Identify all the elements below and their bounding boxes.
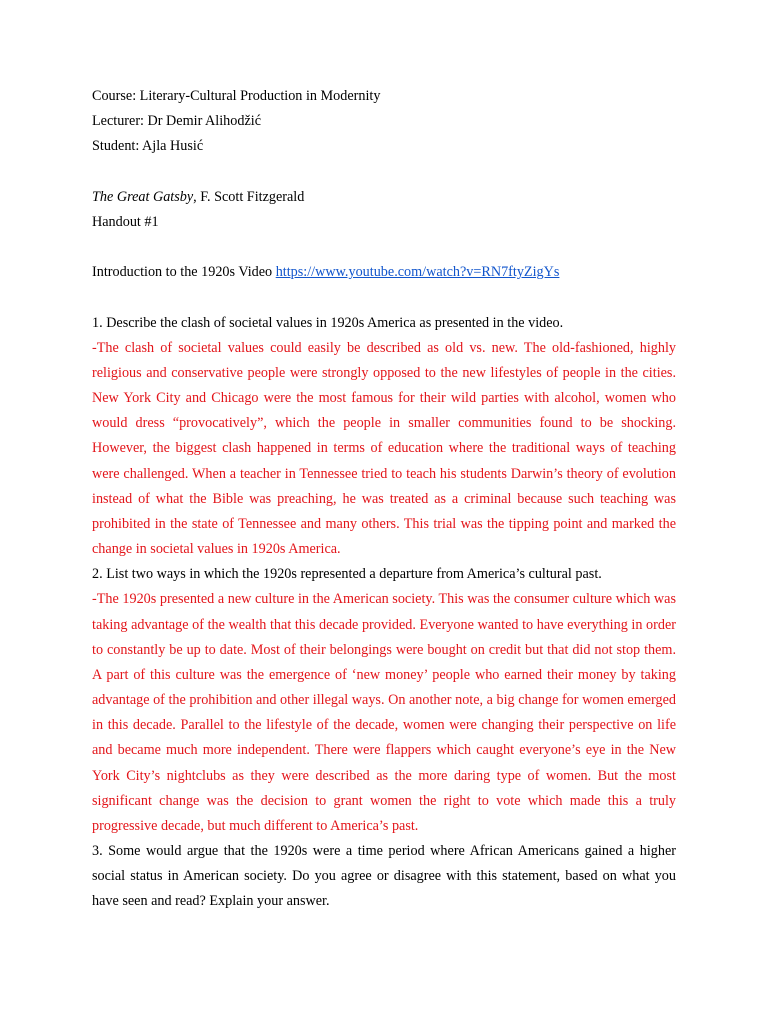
lecturer-line: Lecturer: Dr Demir Alihodžić	[92, 113, 262, 130]
course-line: Course: Literary-Cultural Production in Modernity	[92, 88, 381, 104]
spacer	[92, 160, 676, 185]
document-page	[92, 84, 676, 914]
handout-label: Handout #1	[92, 213, 159, 230]
spacer	[92, 235, 676, 260]
work-title-line	[92, 185, 676, 210]
question-1: 1. Describe the clash of societal values in 1920s America as presented in the video.	[92, 314, 564, 331]
intro-line	[92, 260, 676, 285]
work-author: , F. Scott Fitzgerald	[193, 188, 305, 205]
answer-2: -The 1920s presented a new culture in the American society. This was the consumer culture which was taking advantage of the wealth that this decade provided. Everyone wanted to have everything in order to constantly be up to date. Most of their belongings were bought on credit but that did not stop them. A part of this culture was the emergence of ‘new money’ people who earned their money by taking advantage of the prohibition and other illegal ways. On another note, a big change for women emerged in this decade. Parallel to the lifestyle of the decade, women were changing their perspective on life and became much more independent. There were flappers which caught everyone’s eye in the New York City’s nightclubs as they were described as the more daring type of women. But the most significant change was the decision to grant women the right to vote which made this a truly progressive decade, but much different to America’s past.	[92, 591, 676, 834]
spacer	[92, 286, 676, 311]
question-2: 2. List two ways in which the 1920s represented a departure from America’s cultural past.	[92, 566, 602, 583]
question-3: 3. Some would argue that the 1920s were a time period where African Americans gained a higher social status in American society. Do you agree or disagree with this statement, based on what you have seen and read? Explain your answer.	[92, 842, 676, 910]
work-title: The Great Gatsby	[92, 188, 194, 205]
answer-1: -The clash of societal values could easily be described as old vs. new. The old-fashioned, highly religious and conservative people were strongly opposed to the new lifestyles of people in the cities. New York City and Chicago were the most famous for their wild parties with alcohol, women who would dress “provocatively”, which the people in smaller communities found to be shocking. However, the biggest clash happened in terms of education where the traditional ways of teaching were challenged. When a teacher in Tennessee tried to teach his students Darwin’s theory of evolution instead of what the Bible was preaching, he was treated as a criminal because such teaching was prohibited in the state of Tennessee and many others. This trial was the tipping point and marked the change in societal values in 1920s America.	[92, 339, 676, 558]
intro-text: Introduction to the 1920s Video	[92, 264, 276, 281]
video-link[interactable]: https://www.youtube.com/watch?v=RN7ftyZigYs	[275, 264, 560, 281]
student-line: Student: Ajla Husić	[92, 138, 204, 155]
